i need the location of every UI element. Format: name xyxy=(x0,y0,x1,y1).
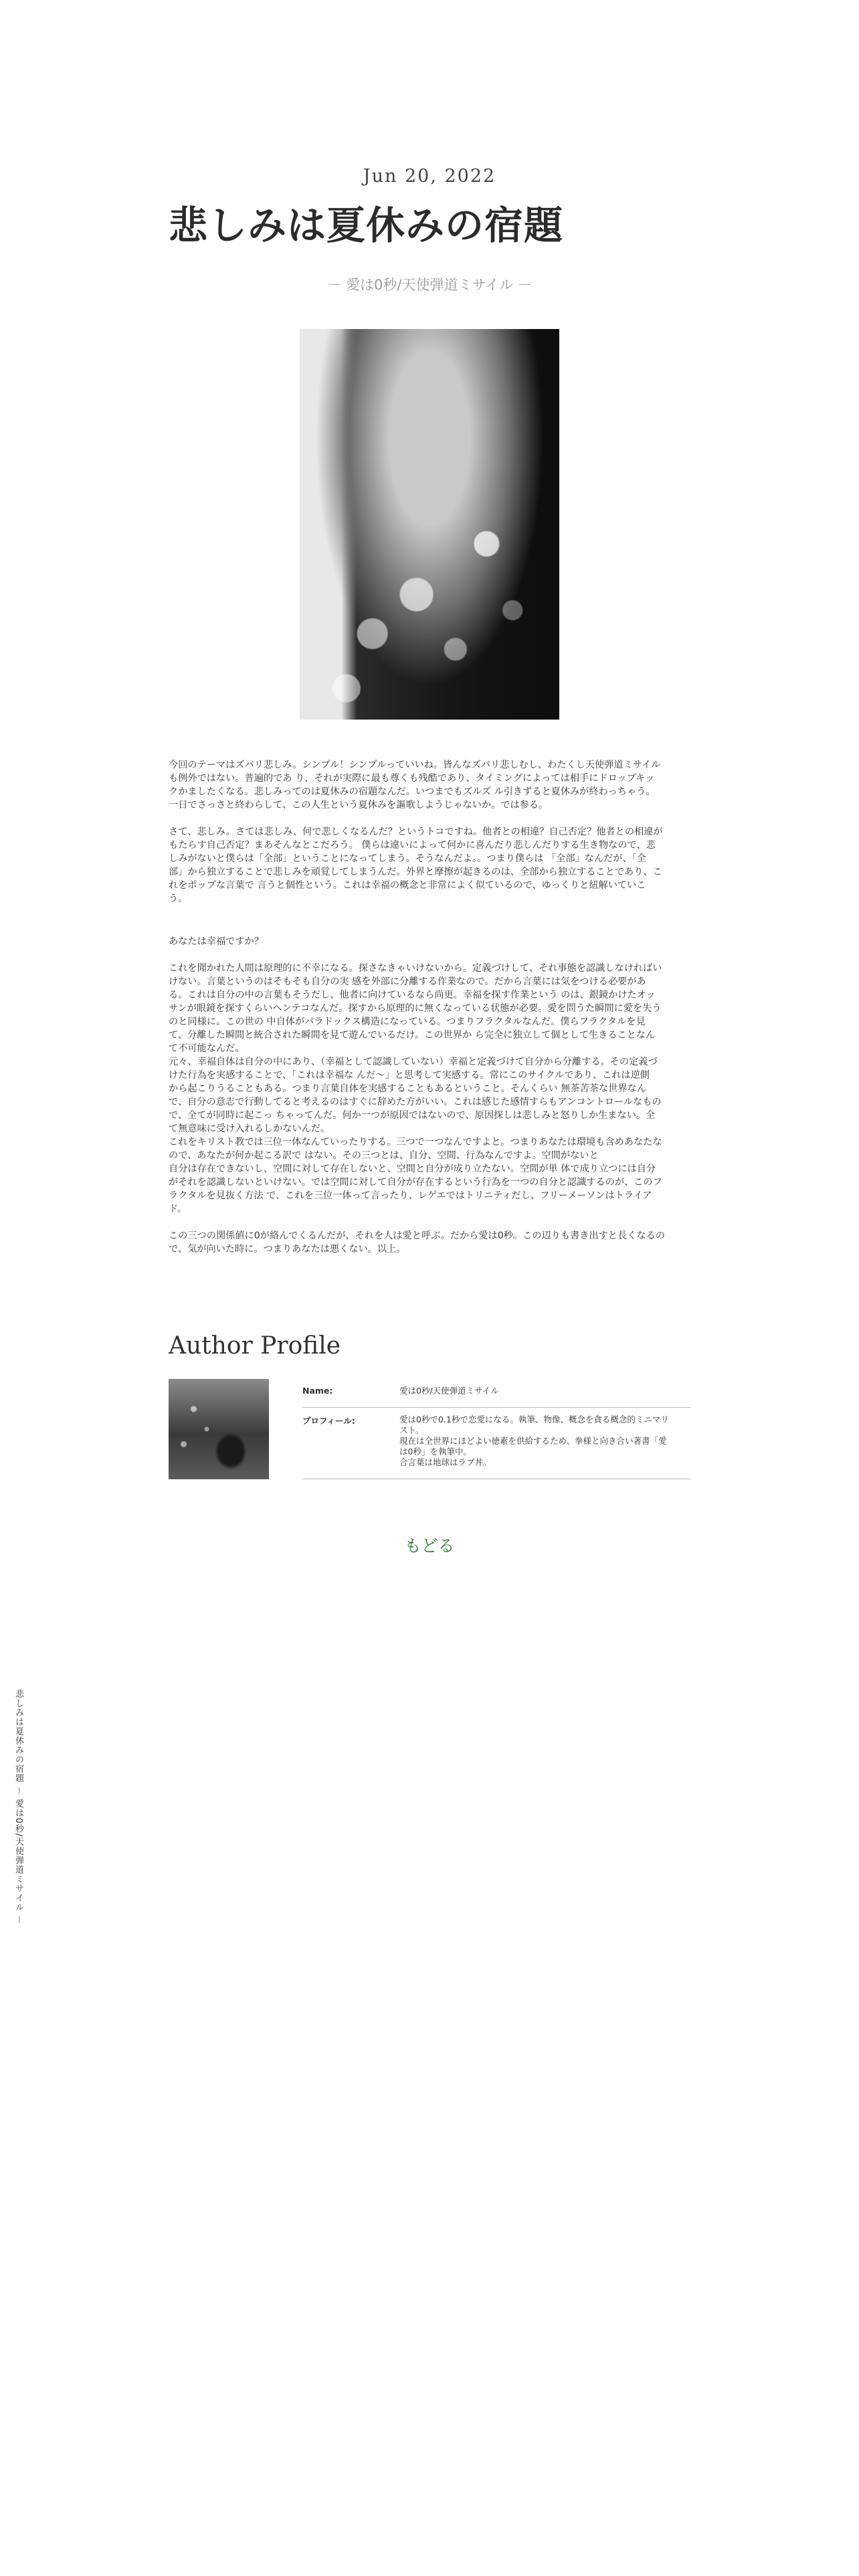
featured-image xyxy=(300,329,559,720)
profile-name-key: Name: xyxy=(302,1379,399,1408)
post-date: Jun 20, 2022 xyxy=(363,166,496,187)
profile-bio-value: 愛は0秒で0.1秒で恋愛になる。執筆、物像、概念を貪る概念的ミニマリ スト。 現在は全世界にほどよい徳素を供給するため、拳様と向き合い著書「愛 は0秒」を執筆中。 合言葉は地球はラブ丼。 xyxy=(399,1408,690,1479)
article-paragraph: 今回のテーマはズバリ悲しみ。シンプル！シンプルっていいね。皆んなズバリ悲しむし、わたくし天使弾道ミサイル も例外ではない。普遍的であ り、それが実際に最も尊くも残酷であり、タイミングによっては相手にドロップキッ クかましたくなる。悲しみってのは夏休みの宿題なんだ。いつまでもズルズ ル引きずると夏休みが終わっちゃう。 一日でさっさと終わらして、この人生という夏休みを謳歌しようじゃないか。では参る。 xyxy=(169,760,661,811)
profile-row-name xyxy=(302,1379,690,1408)
author-avatar xyxy=(169,1379,269,1479)
article-paragraph: さて、悲しみ。さては悲しみ、何で悲しくなるんだ？というトコですね。他者との相違？自己否定？他者との相違が もたらす自己否定？まあそんなとこだろう。 僕らは違いによって何かに喜んだり悲しんだりする生き物なので、悲 しみがないと僕らは「全部」ということになってしまう。そうなんだよ。。つまり僕らは 「全部」なんだが、「全 部」から独立することで悲しみを頑覚してしまうんだ。外界と摩擦が起きるのは、全部から独立することであり、こ れをポップな言葉で 言うと個性という。これは幸福の概念と非常によく似ているので、ゆっくりと紐解いていこ う。 xyxy=(169,827,663,904)
article-paragraph: この三つの関係値に0が絡んでくるんだが、それを人は愛と呼ぶ。だから愛は0秒。この辺りも書き出すと長くなるの で、気が向いた時に。つまりあなたは悪くない。以上。 xyxy=(169,1230,665,1255)
page-title: 悲しみは夏休みの宿題 xyxy=(169,203,564,248)
side-title-label: 悲しみは夏休みの宿題 － 愛は0秒/天使弾道ミサイル － xyxy=(13,1689,23,1925)
profile-row-bio xyxy=(302,1408,690,1479)
profile-name-value: 愛は0秒/天使弾道ミサイル xyxy=(399,1379,690,1408)
article-paragraph: これを聞かれた人間は原理的に不幸になる。探さなきゃいけないから。定義づけして、それ事態を認識しなければい けない。言葉というのはそもそも自分の実 感を外部に分離する作業なので。だから言葉には気をつける必要があ る。これは自分の中の言葉もそうだし、他者に向けているなら尚更。幸福を探す作業という のは、銀鏡かけたオッ サンが眼鏡を探すくらいヘンテコなんだ。探すから原理的に無くなっている状態が必要。愛を問うた瞬間に愛を失う のと同様に。この世の 中自体がパラドックス構造になっている。つまりフラクタルなんだ。僕らフラクタルを見 て、分離した瞬間と統合された瞬間を見て遊んでいるだけ。この世界か ら完全に独立して個として生きることなん て不可能なんだ。 元々、幸福自体は自分の中にあり、（幸福として認識していない）幸福と定義づけて自分から分離する。その定義づ けた行為を実感することで、「これは幸福な んだ～」と思考して実感する。常にこのサイクルであり、これは逆側 から起こりうることもある。つまり言葉自体を実感することもあるということ。そんくらい 無茶苦茶な世界なん で、自分の意志で行動してると考えるのはすぐに辞めた方がいい。これは感じた感情すらもアンコントロールなもの で、全てが同時に起こっ ちゃってんだ。何か一つが原因ではないので、原因探しは悲しみと怒りしか生まない。全 て無意味に受け入れるしかないんだ。 これをキリスト教では三位一体なんていったりする。三つで一つなんですよと。つまりあなたは環境も含めあなたな ので、あなたが何か起こる訳で はない。その三つとは、自分、空間、行為なんですよ。空間がないと 自分は存在できないし、空間に対して存在しないと、空間と自分が成り立たない。空間が単 体で成り立つには自分 がそれを認識しないといけない。では空間に対して自分が存在するという行為を一つの自分と認識するのが、このフ ラクタルを見抜く方法 で、これを三位一体って言ったり、レゲエではトリニティだし、フリーメーソンはトライア ド。 xyxy=(169,963,662,1214)
article-body xyxy=(169,758,690,1269)
profile-bio-key: プロフィール: xyxy=(302,1408,399,1479)
author-profile-table xyxy=(302,1379,690,1479)
article-question: あなたは幸福ですか？ xyxy=(169,936,264,947)
author-profile-heading: Author Profile xyxy=(169,1332,341,1360)
post-subtitle: － 愛は0秒/天使弾道ミサイル － xyxy=(327,277,532,293)
back-link[interactable]: もどる xyxy=(404,1536,455,1555)
